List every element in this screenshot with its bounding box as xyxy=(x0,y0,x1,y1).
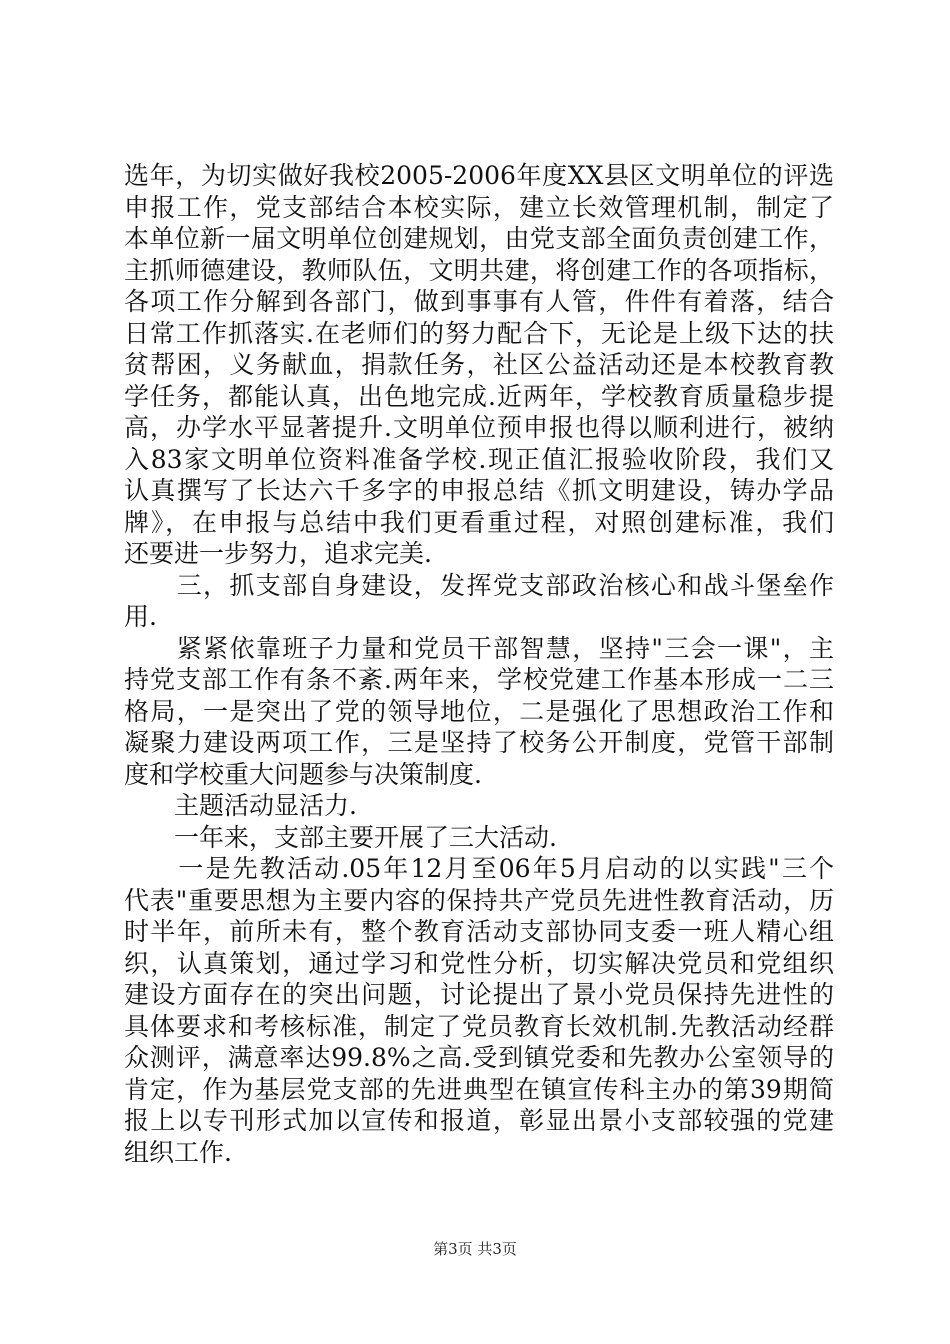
text-line: 时半年，前所未有，整个教育活动支部协同支委一班人精心组 xyxy=(124,917,834,946)
text-line: 各项工作分解到各部门，做到事事有人管，件件有着落，结合 xyxy=(124,287,834,316)
text-line: 度和学校重大问题参与决策制度. xyxy=(124,759,482,789)
text-line: 主抓师德建设，教师队伍，文明共建，将创建工作的各项指标， xyxy=(124,255,834,285)
text-line: 凝聚力建设两项工作，三是坚持了校务公开制度，党管干部制 xyxy=(124,728,834,757)
text-line: 一是先教活动.05年12月至06年5月启动的以实践"三个 xyxy=(124,854,834,883)
text-line: 申报工作，党支部结合本校实际，建立长效管理机制，制定了 xyxy=(124,192,834,222)
text-line: 牌》，在申报与总结中我们更看重过程，对照创建标准，我们 xyxy=(124,507,834,537)
text-line: 认真撰写了长达六千多字的申报总结《抓文明建设，铸办学品 xyxy=(124,476,834,505)
text-line: 贫帮困，义务献血，捐款任务，社区公益活动还是本校教育教 xyxy=(124,350,834,379)
text-line: 本单位新一届文明单位创建规划，由党支部全面负责创建工作， xyxy=(124,224,834,253)
text-line: 一年来，支部主要开展了三大活动. xyxy=(124,822,557,852)
text-line: 报上以专刊形式加以宣传和报道，彰显出景小支部较强的党建 xyxy=(124,1106,834,1135)
text-line: 学任务，都能认真，出色地完成.近两年，学校教育质量稳步提 xyxy=(124,381,834,411)
text-line: 三，抓支部自身建设，发挥党支部政治核心和战斗堡垒作 xyxy=(124,570,834,600)
text-line: 格局，一是突出了党的领导地位，二是强化了思想政治工作和 xyxy=(124,696,834,726)
text-line: 高，办学水平显著提升.文明单位预申报也得以顺利进行，被纳 xyxy=(124,413,834,442)
text-line: 用. xyxy=(124,602,157,631)
text-line: 入83家文明单位资料准备学校.现正值汇报验收阶段，我们又 xyxy=(124,444,834,474)
text-line: 日常工作抓落实.在老师们的努力配合下，无论是上级下达的扶 xyxy=(124,318,834,348)
text-line: 选年，为切实做好我校2005-2006年度XX县区文明单位的评选 xyxy=(124,161,834,190)
text-line: 持党支部工作有条不紊.两年来，学校党建工作基本形成一二三 xyxy=(124,665,834,694)
text-line: 紧紧依靠班子力量和党员干部智慧，坚持"三会一课"，主 xyxy=(124,633,834,663)
text-line: 织，认真策划，通过学习和党性分析，切实解决党员和党组织 xyxy=(124,948,834,978)
text-line: 组织工作. xyxy=(124,1137,232,1167)
text-line: 代表"重要思想为主要内容的保持共产党员先进性教育活动，历 xyxy=(124,885,834,915)
text-line: 具体要求和考核标准，制定了党员教育长效机制.先教活动经群 xyxy=(124,1011,834,1041)
text-line: 主题活动显活力. xyxy=(124,791,357,820)
text-line: 建设方面存在的突出问题，讨论提出了景小党员保持先进性的 xyxy=(124,980,834,1009)
text-line: 肯定，作为基层党支部的先进典型在镇宣传科主办的第39期简 xyxy=(124,1074,834,1104)
document-body xyxy=(124,160,834,1168)
text-line: 众测评，满意率达99.8%之高.受到镇党委和先教办公室领导的 xyxy=(124,1043,834,1072)
text-line: 还要进一步努力，追求完美. xyxy=(124,539,432,568)
page-footer: 第3页 共3页 xyxy=(433,1240,517,1258)
